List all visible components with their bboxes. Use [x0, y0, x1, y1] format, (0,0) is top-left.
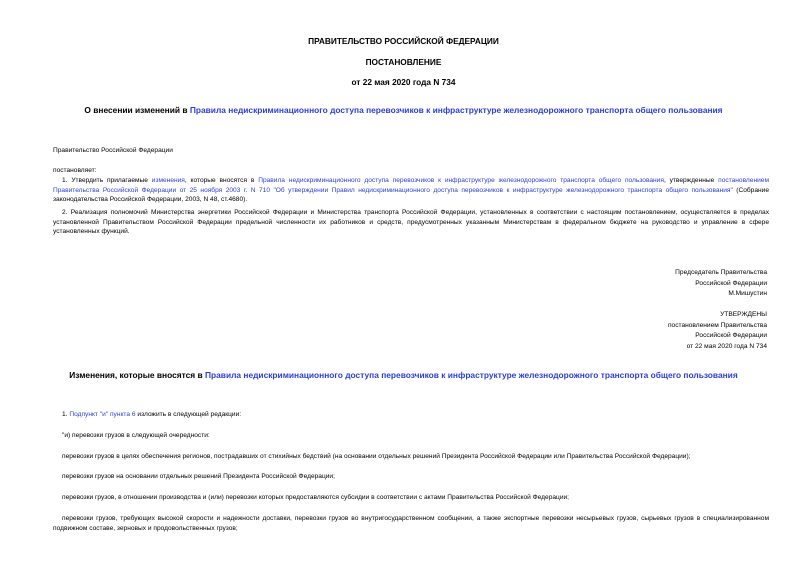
- item-1-text-2: , которые вносятся в: [184, 177, 259, 184]
- signature-line-1: Председатель Правительства: [675, 269, 767, 276]
- document-title: [0, 105, 807, 115]
- link-decree-710[interactable]: постановлением Правительства Российской Федерации от 25 ноября 2003 г. N 710 "Об утверждении Правил недискриминационного доступа перевозчиков к инфраструктуре железнодорожного транспорта общего пользования": [53, 177, 769, 194]
- paragraph-5: перевозки грузов, требующих высокой скорости и надежности доставки, перевозки грузов во внутригосударственном сообщении, а также экспортные перевозки несырьевых грузов, сырьевых грузов в специализированном подвижном составе, зерновых и продовольственных грузов;: [53, 515, 769, 532]
- header-doc-type: ПОСТАНОВЛЕНИЕ: [365, 57, 442, 67]
- approved-line-2: постановлением Правительства: [667, 321, 767, 329]
- item-1-text-1: 1. Утвердить прилагаемые: [62, 177, 152, 184]
- item-1-text-4: (Собрание законодательства Российской Федерации, 2003, N 48, ст.4680).: [53, 186, 770, 204]
- change-1-paragraph: [53, 410, 769, 420]
- change-1-text-1: 1.: [62, 411, 70, 418]
- signature-line-2: Российской Федерации: [695, 279, 767, 287]
- header-date-number: от 22 мая 2020 года N 734: [351, 77, 456, 87]
- link-subparagraph-i[interactable]: Подпункт "и" пункта 6: [69, 411, 136, 418]
- paragraph-4: перевозки грузов, в отношении производства и (или) перевозки которых предоставляются субсидии в соответствии с актами Правительства Российской Федерации;: [62, 494, 570, 501]
- link-changes[interactable]: изменения: [151, 177, 185, 184]
- title-prefix: О внесении изменений в: [84, 105, 190, 115]
- paragraph-2: перевозки грузов в целях обеспечения регионов, пострадавших от стихийных бедствий (на основании отдельных решений Президента Российской Федерации или Правительства Российской Федерации);: [62, 453, 691, 460]
- paragraph-3: перевозки грузов на основании отдельных решений Президента Российской Федерации;: [62, 473, 335, 480]
- government-label: Правительство Российской Федерации: [53, 147, 173, 154]
- header-org: ПРАВИТЕЛЬСТВО РОССИЙСКОЙ ФЕДЕРАЦИИ: [308, 36, 499, 46]
- signature-name: М.Мишустин: [728, 290, 767, 297]
- signature-block: [675, 268, 767, 300]
- changes-title-prefix: Изменения, которые вносятся в: [69, 370, 205, 380]
- approved-block: [668, 310, 767, 352]
- paragraph-1: "и) перевозки грузов в следующей очередности:: [62, 432, 210, 439]
- changes-title: [0, 370, 807, 380]
- approved-line-1: УТВЕРЖДЕНЫ: [720, 311, 767, 318]
- approved-line-3: Российской Федерации: [695, 332, 767, 339]
- approved-line-4: от 22 мая 2020 года N 734: [686, 342, 767, 350]
- title-link-rules[interactable]: Правила недискриминационного доступа перевозчиков к инфраструктуре железнодорожного транспорта общего пользования: [189, 105, 723, 115]
- item-1-paragraph: [53, 176, 769, 205]
- item-2-paragraph: 2. Реализация полномочий Министерства энергетики Российской Федерации и Министерства транспорта Российской Федерации, установленных в соответствии с настоящим постановлением, осуществляется в пределах установленной Правительством Российской Федерации предельной численности их работников и средств, предусмотренных указанным Министерствам в федеральном бюджете на руководство и управление в сфере установленных функций.: [53, 209, 769, 236]
- item-1-text-3: , утвержденные: [663, 177, 719, 184]
- decrees-label: постановляет:: [53, 167, 97, 174]
- change-1-text-2: изложить в следующей редакции:: [135, 411, 242, 418]
- changes-title-link-rules[interactable]: Правила недискриминационного доступа перевозчиков к инфраструктуре железнодорожного транспорта общего пользования: [205, 370, 738, 380]
- link-rules[interactable]: Правила недискриминационного доступа перевозчиков к инфраструктуре железнодорожного транспорта общего пользования: [258, 177, 664, 184]
